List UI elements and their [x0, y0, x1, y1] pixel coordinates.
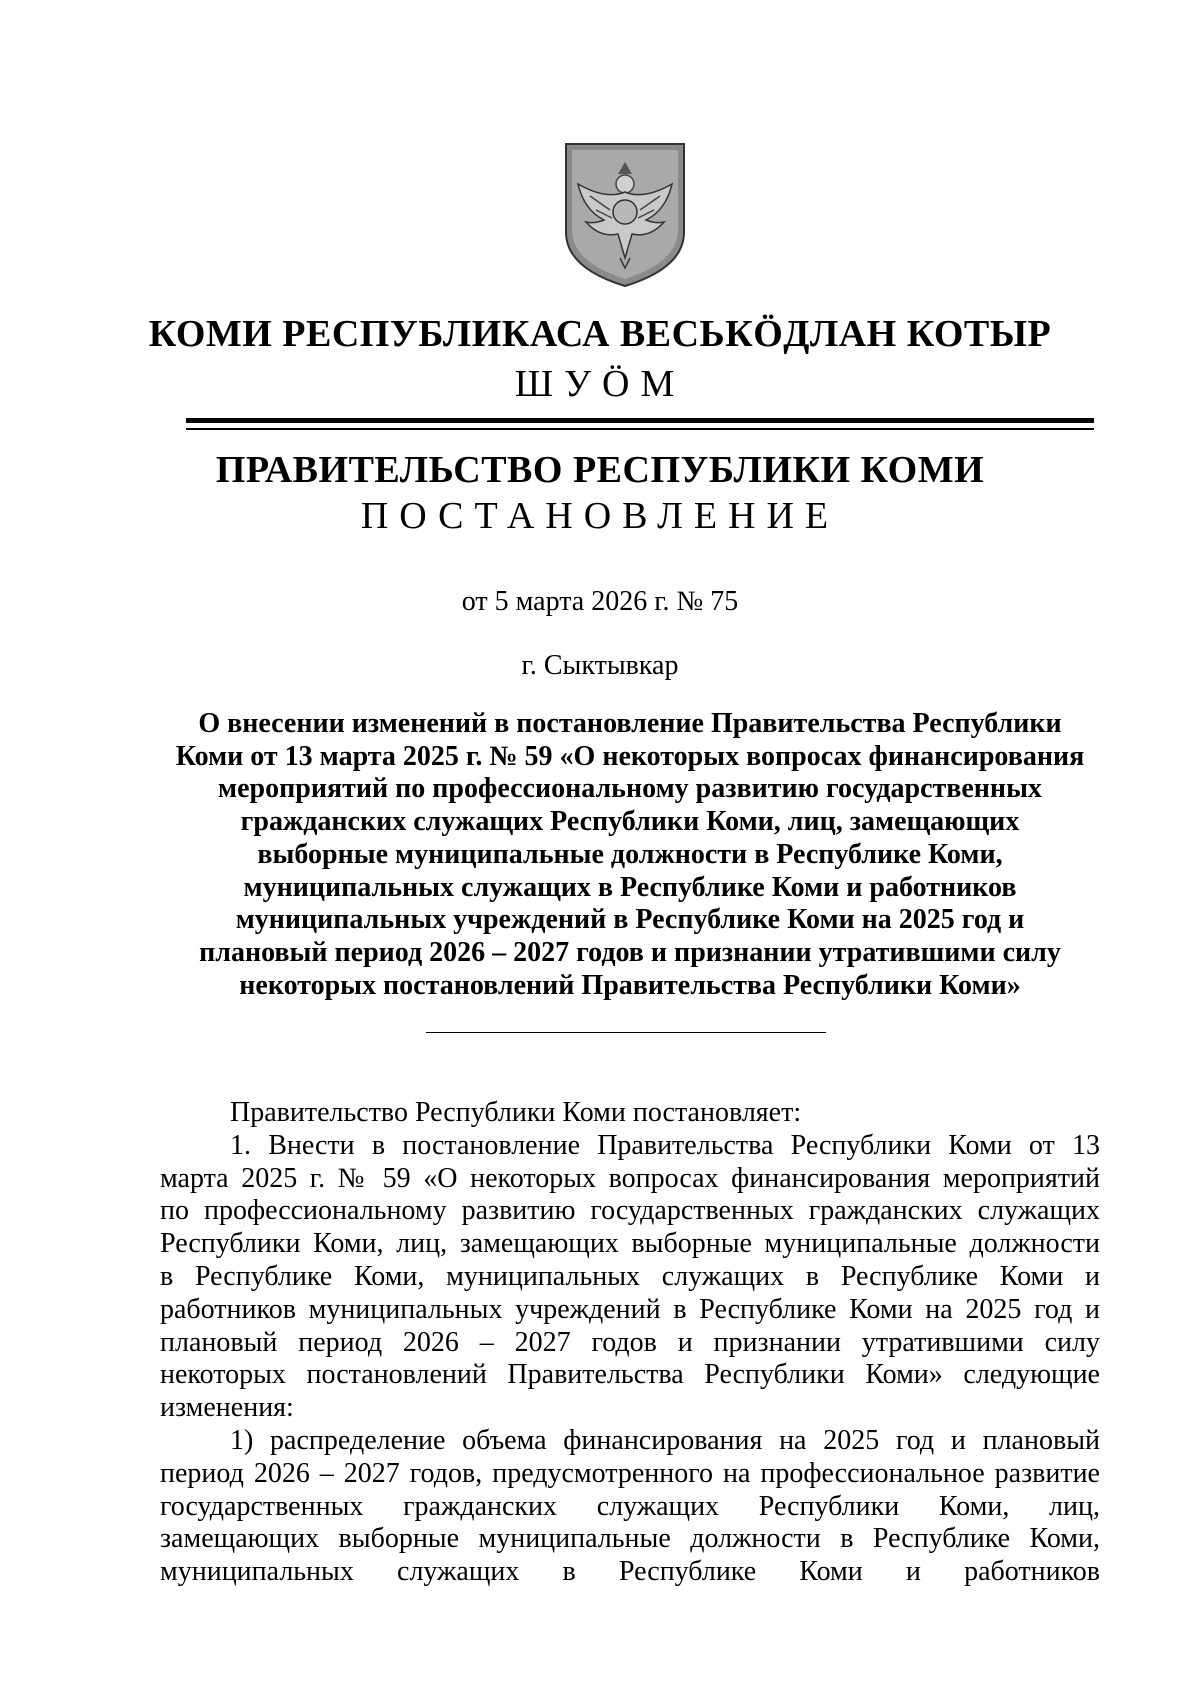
paragraph-line: по профессиональному развитию государственных гражданских служащих [160, 1195, 1100, 1227]
paragraph-line: в Республике Коми, муниципальных служащих в Республике Коми и [160, 1260, 1100, 1292]
komi-document-type: ШУӦМ [514, 363, 686, 405]
paragraph-1 [160, 1130, 1100, 1425]
paragraph-line: работников муниципальных учреждений в Республике Коми на 2025 год и [160, 1293, 1100, 1325]
paragraph-line: изменения: [160, 1392, 294, 1424]
header-divider-thick [186, 418, 1094, 423]
paragraph-line: некоторых постановлений Правительства Республики Коми» следующие [160, 1359, 1100, 1391]
paragraph-1-item-1 [160, 1425, 1100, 1589]
title-underline [426, 1032, 826, 1033]
header-divider-thin [186, 428, 1094, 430]
title-line: некоторых постановлений Правительства Республики Коми» [239, 969, 1021, 1001]
paragraph-line: замещающих выборные муниципальные должности в Республике Коми, [160, 1523, 1100, 1555]
paragraph-line: плановый период 2026 – 2027 годов и признании утратившими силу [160, 1326, 1100, 1358]
title-line: О внесении изменений в постановление Правительства Республики [198, 708, 1062, 739]
title-line: муниципальных учреждений в Республике Коми на 2025 год и [235, 904, 1025, 936]
document-city: г. Сыктывкар [521, 650, 679, 681]
title-line: плановый период 2026 – 2027 годов и признании утратившими силу [199, 936, 1061, 968]
komi-coat-of-arms-icon [560, 140, 690, 290]
document-body [160, 1097, 1100, 1589]
government-name: ПРАВИТЕЛЬСТВО РЕСПУБЛИКИ КОМИ [215, 449, 985, 491]
document-title [160, 708, 1100, 1002]
enacting-clause: Правительство Республики Коми постановляет: [230, 1097, 802, 1128]
paragraph-line: период 2026 – 2027 годов, предусмотренного на профессиональное развитие [160, 1457, 1100, 1489]
paragraph-line: Республики Коми, лиц, замещающих выборные муниципальные должности [160, 1228, 1100, 1260]
title-line: гражданских служащих Республики Коми, лиц, замещающих [240, 806, 1020, 838]
document-type: ПОСТАНОВЛЕНИЕ [360, 495, 840, 537]
paragraph-line: 1. Внести в постановление Правительства Республики Коми от 13 [230, 1129, 1100, 1161]
komi-government-name: КОМИ РЕСПУБЛИКАСА ВЕСЬКӦДЛАН КОТЫР [148, 313, 1052, 355]
paragraph-line: муниципальных служащих в Республике Коми и работников [160, 1556, 1100, 1588]
paragraph-line: 1) распределение объема финансирования на 2025 год и плановый [230, 1424, 1100, 1456]
title-line: мероприятий по профессиональному развитию государственных [218, 773, 1042, 805]
paragraph-line: марта 2025 г. № 59 «О некоторых вопросах финансирования мероприятий [160, 1162, 1100, 1194]
paragraph-line: государственных гражданских служащих Республики Коми, лиц, [160, 1490, 1100, 1522]
document-date-number: от 5 марта 2026 г. № 75 [461, 586, 739, 617]
title-line: выборные муниципальные должности в Республике Коми, [257, 838, 1003, 870]
title-line: муниципальных служащих в Республике Коми и работников [243, 871, 1017, 903]
title-line: Коми от 13 марта 2025 г. № 59 «О некоторых вопросах финансирования [175, 740, 1085, 772]
